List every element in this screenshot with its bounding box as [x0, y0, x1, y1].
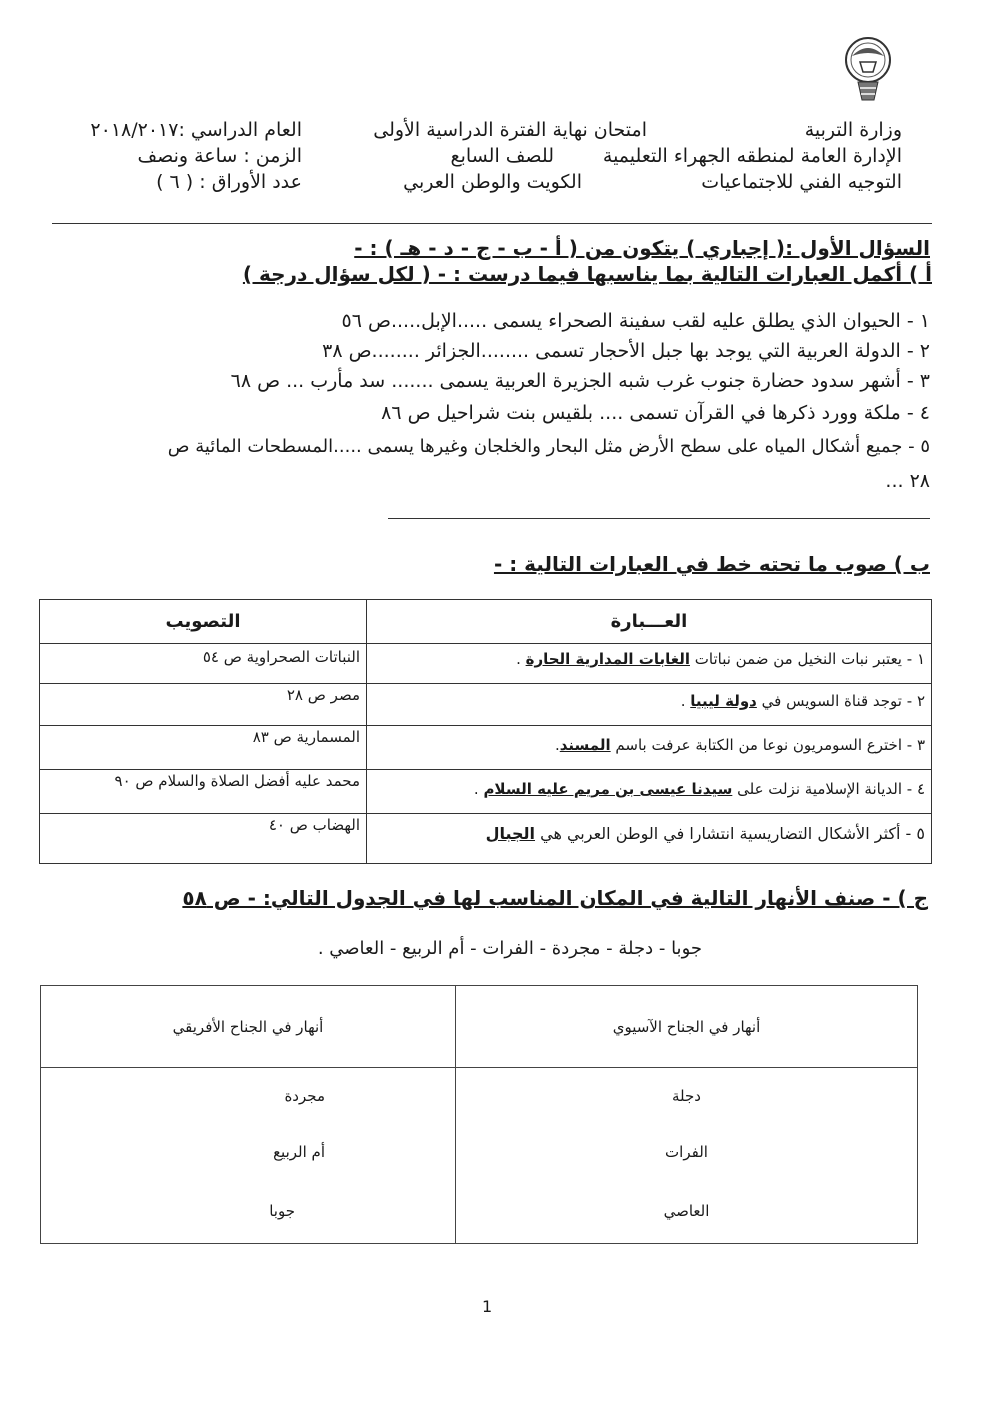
rivers-table: [40, 985, 918, 1244]
kuwait-emblem-icon: [838, 34, 898, 104]
underlined-term: الجبال: [485, 824, 536, 843]
part-a-divider: [388, 518, 930, 519]
question1-title: السؤال الأول :( إجباري ) يتكون من ( أ - ب - ج - د - هـ ) : -: [354, 236, 930, 260]
african-river-cell: جوبا: [41, 1180, 456, 1244]
part-b-title: ب ) صوب ما تحته خط في العبارات التالية : -: [493, 552, 930, 576]
part-a-item-2: ٢ - الدولة العربية التي يوجد بها جبل الأحجار تسمى ........الجزائر ........ص ٣٨: [322, 340, 930, 362]
correction-table: [39, 599, 932, 864]
statement-cell: ٢ - توجد قناة السويس في دولة ليبيا .: [367, 684, 932, 726]
table-row: [40, 726, 932, 770]
correction-cell: مصر ص ٢٨: [40, 684, 367, 726]
subject-label: الكويت والوطن العربي: [403, 171, 582, 193]
academic-year: العام الدراسي :٢٠١٨/٢٠١٧: [90, 119, 302, 141]
statement-cell: ٣ - اخترع السومريون نوعا من الكتابة عرفت باسم المسند.: [367, 726, 932, 770]
african-rivers-header: أنهار في الجناح الأفريقي: [41, 986, 456, 1068]
rivers-list: جوبا - دجلة - مجردة - الفرات - أم الربيع - العاصي .: [317, 938, 702, 959]
part-a-item-4: ٤ - ملكة وورد ذكرها في القرآن تسمى .... بلقيس بنت شراحيل ص ٨٦: [381, 402, 930, 424]
table-row: [41, 1068, 918, 1124]
part-a-item-3: ٣ - أشهر سدود حضارة جنوب غرب شبه الجزيرة العربية يسمى ....... سد مأرب ... ص ٦٨: [230, 370, 930, 392]
correction-header: التصويب: [40, 600, 367, 644]
ministry-name: وزارة التربية: [804, 119, 902, 141]
part-a-item-5-cont: ٢٨ ...: [885, 470, 930, 492]
directorate-name: الإدارة العامة لمنطقه الجهراء التعليمية: [602, 145, 902, 167]
table-row: [40, 814, 932, 864]
asian-river-cell: الفرات: [456, 1124, 918, 1180]
part-a-item-5: ٥ - جميع أشكال المياه على سطح الأرض مثل البحار والخلجان وغيرها يسمى .....المسطحات المائية ص: [167, 436, 930, 457]
underlined-term: دولة ليبيا: [690, 692, 757, 710]
pages-count: عدد الأوراق : ( ٦ ): [156, 171, 302, 193]
underlined-term: الغابات المدارية الحارة: [525, 650, 690, 668]
exam-duration: الزمن : ساعة ونصف: [137, 145, 302, 167]
statement-cell: ١ - يعتبر نبات النخيل من ضمن نباتات الغابات المدارية الحارة .: [367, 644, 932, 684]
asian-rivers-header: أنهار في الجناح الآسيوي: [456, 986, 918, 1068]
supervision-name: التوجيه الفني للاجتماعيات: [701, 171, 902, 193]
table-row: [41, 1124, 918, 1180]
asian-river-cell: دجلة: [456, 1068, 918, 1124]
table-row: [40, 770, 932, 814]
table-row: [40, 684, 932, 726]
exam-title: امتحان نهاية الفترة الدراسية الأولى: [373, 119, 647, 141]
statement-cell: ٤ - الديانة الإسلامية نزلت على سيدنا عيسى بن مريم عليه السلام .: [367, 770, 932, 814]
page-number: 1: [482, 1297, 493, 1316]
statement-header: العـــبارة: [367, 600, 932, 644]
table-row: [41, 1180, 918, 1244]
african-river-cell: مجردة: [41, 1068, 456, 1124]
correction-cell: محمد عليه أفضل الصلاة والسلام ص ٩٠: [40, 770, 367, 814]
correction-cell: النباتات الصحراوية ص ٥٤: [40, 644, 367, 684]
part-c-title: ج ) - صنف الأنهار التالية في المكان المناسب لها في الجدول التالي: - ص ٥٨: [182, 886, 928, 910]
table-row: [40, 644, 932, 684]
asian-river-cell: العاصي: [456, 1180, 918, 1244]
african-river-cell: أم الربيع: [41, 1124, 456, 1180]
underlined-term: سيدنا عيسى بن مريم عليه السلام: [483, 780, 733, 798]
statement-cell: ٥ - أكثر الأشكال التضاريسية انتشارا في الوطن العربي هي الجبال: [367, 814, 932, 864]
correction-cell: الهضاب ص ٤٠: [40, 814, 367, 864]
part-a-title: أ ) أكمل العبارات التالية بما يناسبها فيما درست : - ( لكل سؤال درجة ): [242, 262, 932, 286]
correction-cell: المسمارية ص ٨٣: [40, 726, 367, 770]
grade-label: للصف السابع: [450, 145, 554, 167]
part-a-item-1: ١ - الحيوان الذي يطلق عليه لقب سفينة الصحراء يسمى .....الإبل.....ص ٥٦: [341, 310, 930, 332]
underlined-term: المسند: [559, 736, 611, 754]
header-divider: [52, 223, 932, 224]
